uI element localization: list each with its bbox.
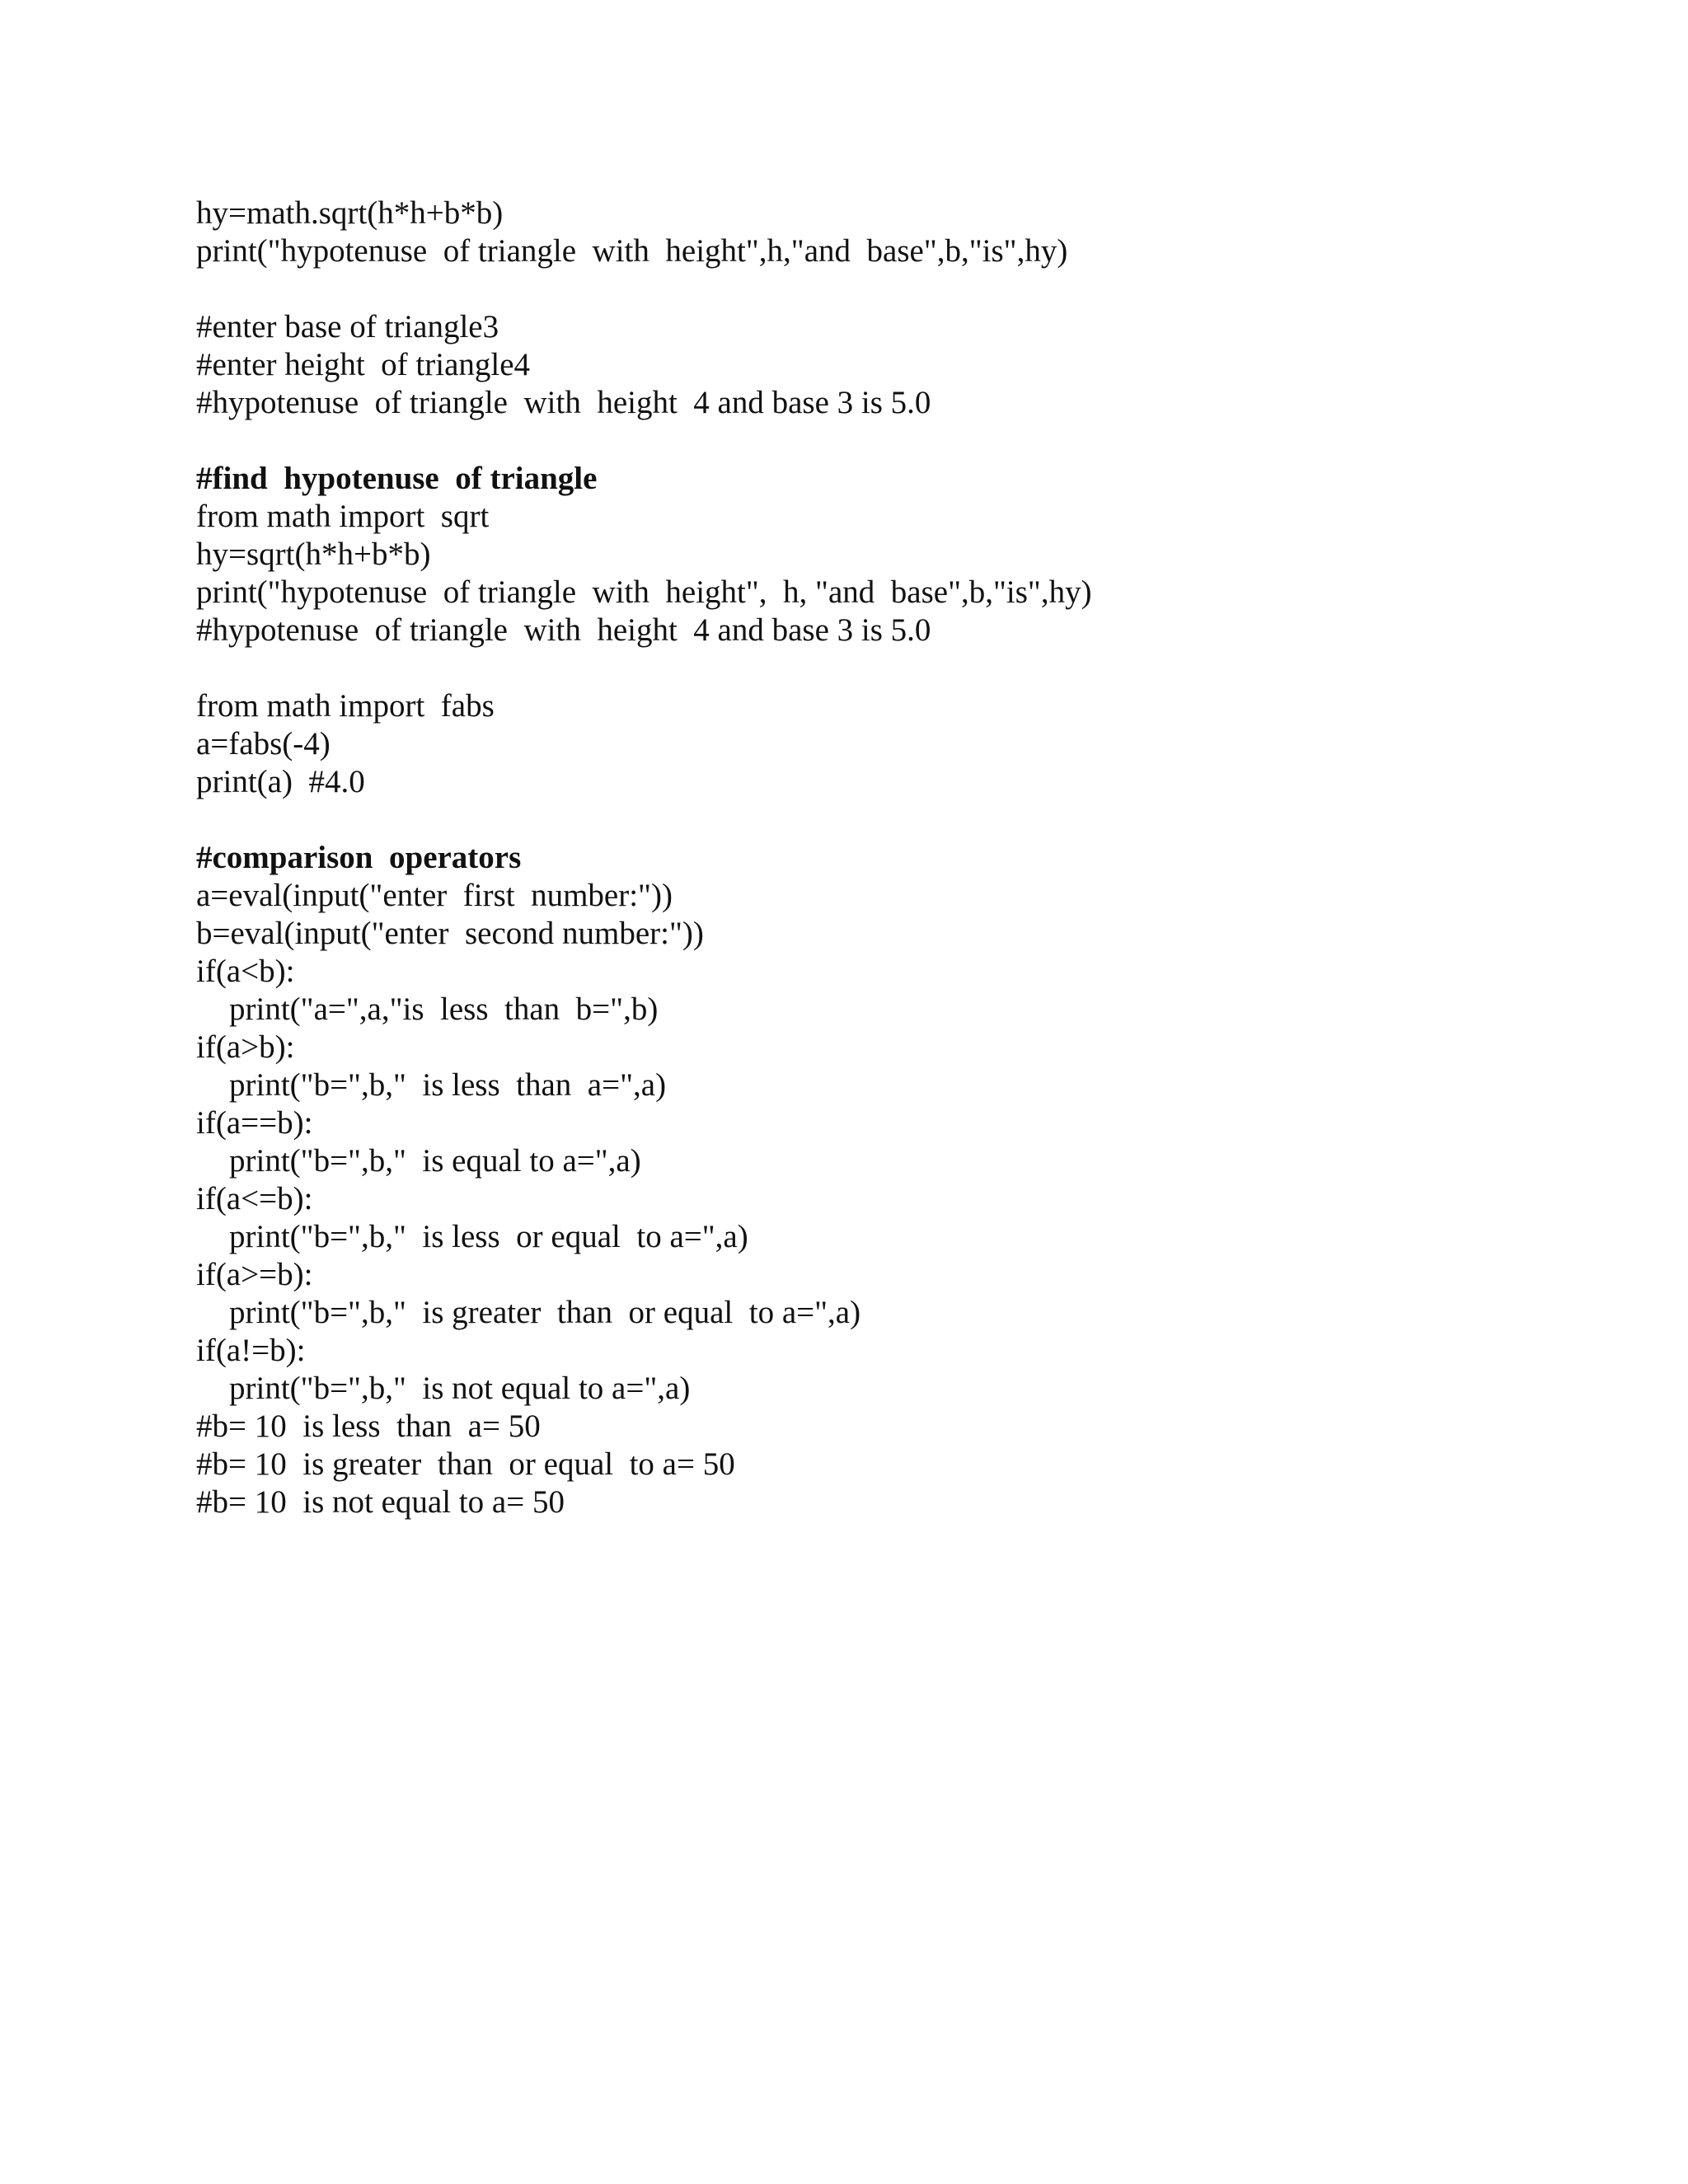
- code-line: if(a>=b):: [196, 1257, 313, 1292]
- blank-line: [196, 422, 1597, 460]
- comment-line: #b= 10 is not equal to a= 50: [196, 1484, 565, 1520]
- code-line: from math import sqrt: [196, 499, 490, 534]
- code-line-indented: print("b=",b," is not equal to a=",a): [229, 1371, 691, 1406]
- code-line: if(a<=b):: [196, 1181, 313, 1216]
- blank-line: [196, 801, 1597, 839]
- blank-line: [196, 649, 1597, 687]
- comment-line: #hypotenuse of triangle with height 4 and base 3 is 5.0: [196, 612, 931, 648]
- code-line: if(a==b):: [196, 1105, 313, 1141]
- section-heading-comparison: #comparison operators: [196, 840, 522, 875]
- comment-line: #enter base of triangle3: [196, 309, 499, 344]
- code-line: print("hypotenuse of triangle with height",h,"and base",b,"is",hy): [196, 233, 1068, 269]
- code-line: if(a<b):: [196, 954, 295, 989]
- code-line: a=eval(input("enter first number:")): [196, 878, 673, 913]
- section-heading-hypotenuse: #find hypotenuse of triangle: [196, 461, 598, 496]
- code-line-indented: print("b=",b," is less or equal to a=",a): [229, 1219, 748, 1254]
- comment-line: #enter height of triangle4: [196, 347, 531, 382]
- code-line-indented: print("a=",a,"is less than b=",b): [229, 991, 659, 1027]
- code-line: hy=math.sqrt(h*h+b*b): [196, 195, 504, 231]
- code-line: a=fabs(-4): [196, 726, 331, 762]
- code-line: hy=sqrt(h*h+b*b): [196, 537, 431, 572]
- code-line: print(a) #4.0: [196, 764, 365, 799]
- code-listing: [196, 194, 1597, 1521]
- code-line: print("hypotenuse of triangle with height", h, "and base",b,"is",hy): [196, 574, 1092, 610]
- code-line-indented: print("b=",b," is greater than or equal to a=",a): [229, 1295, 861, 1330]
- code-line: if(a!=b):: [196, 1333, 306, 1368]
- code-line: from math import fabs: [196, 688, 495, 724]
- comment-line: #b= 10 is greater than or equal to a= 50: [196, 1446, 735, 1482]
- code-line-indented: print("b=",b," is less than a=",a): [229, 1067, 667, 1103]
- comment-line: #b= 10 is less than a= 50: [196, 1408, 541, 1444]
- code-line: b=eval(input("enter second number:")): [196, 916, 704, 951]
- comment-line: #hypotenuse of triangle with height 4 and base 3 is 5.0: [196, 385, 931, 420]
- code-line: if(a>b):: [196, 1029, 295, 1065]
- code-line-indented: print("b=",b," is equal to a=",a): [229, 1143, 641, 1179]
- blank-line: [196, 270, 1597, 308]
